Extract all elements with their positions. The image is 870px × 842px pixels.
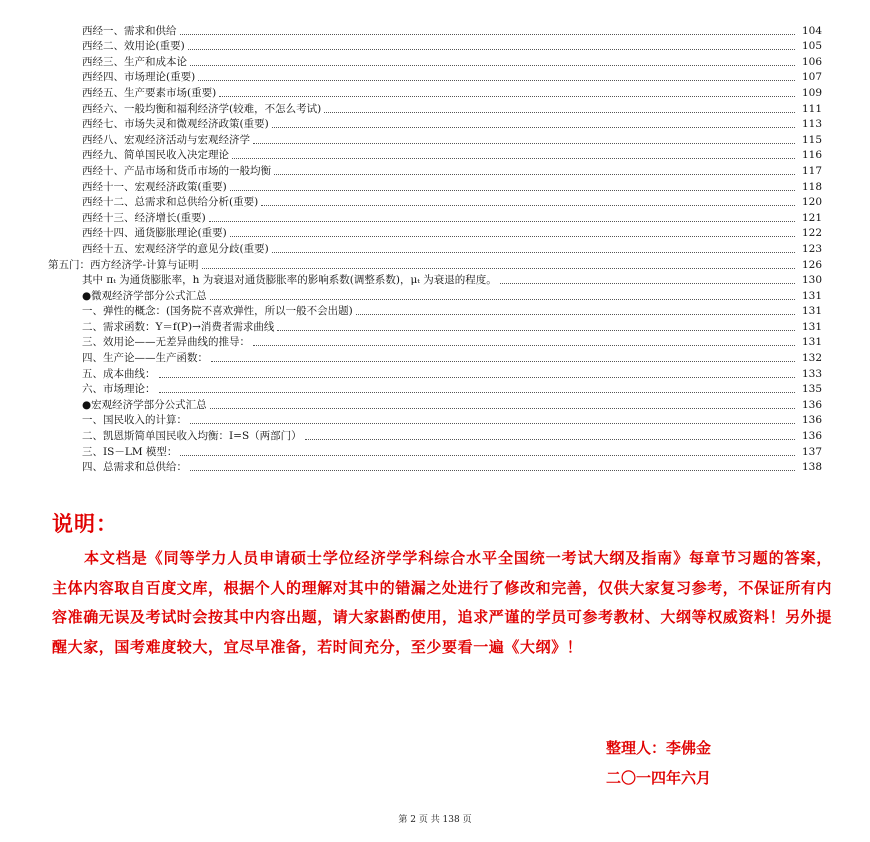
toc-entry-page: 133: [801, 367, 822, 380]
toc-entry-page: 136: [801, 398, 822, 411]
toc-entry-page: 136: [801, 414, 822, 427]
toc-entry-label: 西经十一、宏观经济政策(重要): [82, 180, 227, 193]
toc-entry-page: 121: [801, 211, 822, 224]
toc-entry[interactable]: [48, 225, 822, 241]
toc-entry-page: 106: [801, 55, 822, 68]
toc-leader-dots: [190, 56, 795, 66]
toc-entry[interactable]: [48, 131, 822, 147]
toc-entry-label: 四、总需求和总供给：: [82, 461, 187, 474]
toc-leader-dots: [500, 274, 795, 284]
toc-leader-dots: [261, 196, 795, 206]
toc-leader-dots: [190, 414, 795, 424]
toc-entry-label: 其中 πₜ 为通货膨胀率，h 为衰退对通货膨胀率的影响系数(调整系数)，μₜ 为衰退的程度。: [82, 274, 497, 287]
signature-block: [606, 733, 711, 793]
toc-entry-label: 西经四、市场理论(重要): [82, 71, 196, 84]
toc-entry-page: 138: [801, 461, 822, 474]
toc-leader-dots: [211, 352, 795, 362]
toc-entry-page: 131: [801, 336, 822, 349]
toc-entry-label: 西经十二、总需求和总供给分析(重要): [82, 196, 259, 209]
toc-entry-page: 116: [801, 149, 822, 162]
toc-entry-page: 107: [801, 71, 822, 84]
toc-entry-page: 117: [801, 164, 822, 177]
toc-entry[interactable]: [48, 100, 822, 116]
toc-entry[interactable]: [48, 178, 822, 194]
toc-entry-page: 137: [801, 445, 822, 458]
toc-entry[interactable]: [48, 272, 822, 288]
toc-entry-page: 131: [801, 320, 822, 333]
toc-entry-label: 四、生产论——生产函数：: [82, 352, 208, 365]
toc-entry-page: 118: [801, 180, 822, 193]
toc-entry-label: 一、国民收入的计算：: [82, 414, 187, 427]
toc-leader-dots: [159, 368, 796, 378]
toc-entry[interactable]: [48, 412, 822, 428]
toc-entry-label: 西经十三、经济增长(重要): [82, 211, 206, 224]
toc-leader-dots: [180, 25, 796, 35]
toc-entry-label: 西经二、效用论(重要): [82, 40, 185, 53]
toc-entry[interactable]: [48, 427, 822, 443]
toc-leader-dots: [277, 321, 795, 331]
toc-entry-label: 一、弹性的概念：(国务院不喜欢弹性，所以一般不会出题): [82, 305, 353, 318]
toc-entry-page: 131: [801, 289, 822, 302]
toc-entry-label: 西经一、需求和供给: [82, 24, 177, 37]
toc-leader-dots: [190, 461, 795, 471]
toc-entry-label: 西经三、生产和成本论: [82, 55, 187, 68]
toc-entry-page: 109: [801, 86, 822, 99]
toc-entry-page: 120: [801, 196, 822, 209]
toc-entry-label: 第五门：西方经济学-计算与证明: [48, 258, 199, 271]
toc-entry-label: 西经八、宏观经济活动与宏观经济学: [82, 133, 250, 146]
toc-entry-page: 113: [801, 118, 822, 131]
toc-entry-page: 122: [801, 227, 822, 240]
toc-leader-dots: [253, 336, 795, 346]
toc-leader-dots: [230, 181, 795, 191]
toc-entry[interactable]: [48, 349, 822, 365]
note-title: 说明：: [52, 512, 118, 536]
toc-leader-dots: [210, 399, 795, 409]
table-of-contents: [48, 22, 822, 474]
toc-entry[interactable]: [48, 381, 822, 397]
note-body: 本文档是《同等学力人员申请硕士学位经济学学科综合水平全国统一考试大纲及指南》每章节习题的答案，主体内容取自百度文库，根据个人的理解对其中的错漏之处进行了修改和完善，仅供大家复习参考，不保证所有内容准确无误及考试时会按其中内容出题，请大家斟酌使用，追求严谨的学员可参考教材、大纲等权威资料！另外提醒大家，国考难度较大，宜尽早准备，若时间充分，至少要看一遍《大纲》！: [52, 549, 833, 656]
toc-entry[interactable]: [48, 162, 822, 178]
toc-entry-label: 西经十五、宏观经济学的意见分歧(重要): [82, 242, 269, 255]
toc-entry[interactable]: [48, 318, 822, 334]
page-footer: 第 2 页 共 138 页: [398, 815, 472, 825]
toc-entry[interactable]: [48, 116, 822, 132]
toc-entry-page: 136: [801, 430, 822, 443]
toc-leader-dots: [232, 149, 795, 159]
toc-leader-dots: [274, 165, 795, 175]
toc-entry[interactable]: [48, 194, 822, 210]
toc-entry-label: 五、成本曲线：: [82, 367, 156, 380]
toc-entry[interactable]: [48, 443, 822, 459]
toc-entry[interactable]: [48, 303, 822, 319]
signature-date: 二〇一四年六月: [606, 769, 712, 787]
toc-entry-page: 130: [801, 274, 822, 287]
toc-entry-page: 111: [801, 102, 822, 115]
toc-entry[interactable]: [48, 334, 822, 350]
toc-entry-page: 105: [801, 40, 822, 53]
toc-entry-label: ●微观经济学部分公式汇总: [82, 289, 207, 302]
toc-leader-dots: [210, 290, 795, 300]
toc-entry-page: 126: [801, 258, 822, 271]
toc-leader-dots: [188, 40, 795, 50]
organizer-name: 整理人：李佛金: [606, 739, 712, 757]
toc-entry-label: 西经七、市场失灵和微观经济政策(重要): [82, 118, 269, 131]
toc-entry[interactable]: [48, 396, 822, 412]
toc-leader-dots: [356, 305, 795, 315]
toc-entry-label: 二、需求函数：Y＝f(P)→消费者需求曲线: [82, 320, 275, 333]
toc-entry-label: 三、IS－LM 模型：: [82, 445, 178, 458]
toc-entry[interactable]: [48, 256, 822, 272]
toc-leader-dots: [324, 103, 795, 113]
toc-leader-dots: [219, 87, 795, 97]
toc-entry[interactable]: [48, 240, 822, 256]
toc-entry-label: 三、效用论——无差异曲线的推导：: [82, 336, 250, 349]
toc-leader-dots: [305, 430, 795, 440]
toc-leader-dots: [230, 227, 795, 237]
toc-entry-page: 104: [801, 24, 822, 37]
toc-entry-label: 西经六、一般均衡和福利经济学(较难，不怎么考试): [82, 102, 322, 115]
toc-entry[interactable]: [48, 459, 822, 475]
toc-entry-label: 西经十、产品市场和货币市场的一般均衡: [82, 164, 271, 177]
toc-entry[interactable]: [48, 287, 822, 303]
toc-entry-page: 135: [801, 383, 822, 396]
toc-leader-dots: [272, 118, 795, 128]
toc-entry[interactable]: [48, 365, 822, 381]
toc-leader-dots: [272, 243, 795, 253]
toc-entry[interactable]: [48, 147, 822, 163]
toc-leader-dots: [159, 383, 796, 393]
toc-entry[interactable]: [48, 209, 822, 225]
toc-entry-label: 西经五、生产要素市场(重要): [82, 86, 217, 99]
toc-entry[interactable]: [48, 84, 822, 100]
toc-leader-dots: [209, 212, 795, 222]
toc-leader-dots: [198, 71, 795, 81]
toc-leader-dots: [202, 259, 795, 269]
toc-entry[interactable]: [48, 22, 822, 38]
toc-entry[interactable]: [48, 69, 822, 85]
explanation-note: [52, 508, 832, 662]
toc-entry-label: 西经十四、通货膨胀理论(重要): [82, 227, 227, 240]
toc-entry-page: 123: [801, 242, 822, 255]
toc-leader-dots: [180, 446, 795, 456]
toc-entry[interactable]: [48, 38, 822, 54]
toc-entry-page: 115: [801, 133, 822, 146]
toc-entry[interactable]: [48, 53, 822, 69]
toc-leader-dots: [253, 134, 795, 144]
toc-entry-label: ●宏观经济学部分公式汇总: [82, 398, 207, 411]
toc-entry-page: 131: [801, 305, 822, 318]
toc-entry-page: 132: [801, 352, 822, 365]
toc-entry-label: 二、凯恩斯简单国民收入均衡：I=S（两部门）: [82, 430, 302, 443]
toc-entry-label: 西经九、简单国民收入决定理论: [82, 149, 229, 162]
toc-entry-label: 六、市场理论：: [82, 383, 156, 396]
